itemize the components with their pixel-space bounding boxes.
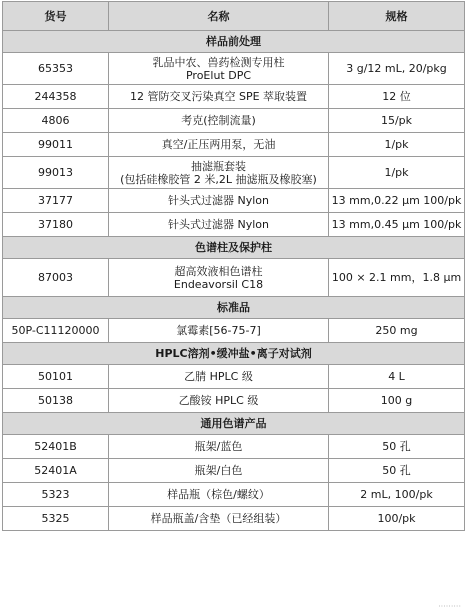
cell-name-line: 乳品中农、兽药检测专用柱 [152,55,285,69]
cell-name [109,213,329,237]
cell-spec: 12 位 [329,85,465,109]
cell-name [109,53,329,85]
cell-name-line: 样品瓶（棕色/螺纹） [167,488,270,501]
cell-name-line: ProElut DPC [185,68,252,82]
cell-code: 52401B [3,435,109,459]
cell-name [109,459,329,483]
cell-code: 99011 [3,133,109,157]
header-code: 货号 [3,2,109,31]
cell-name [109,319,329,343]
cell-code: 65353 [3,53,109,85]
cell-name [109,189,329,213]
cell-code: 37177 [3,189,109,213]
cell-name-line: 抽滤瓶套装 [191,159,246,173]
cell-spec: 13 mm,0.45 μm 100/pk [329,213,465,237]
cell-code: 5323 [3,483,109,507]
cell-spec: 1/pk [329,157,465,189]
cell-name [109,157,329,189]
section-header-row [3,343,465,365]
cell-name-line: 瓶架/蓝色 [194,440,243,453]
cell-name-line: 针头式过滤器 Nylon [168,218,269,231]
cell-code: 244358 [3,85,109,109]
cell-name [109,389,329,413]
section-title: 色谱柱及保护柱 [3,237,465,259]
cell-name-line: (包括硅橡胶管 2 米,2L 抽滤瓶及橡胶塞) [120,172,317,186]
table-row [3,157,465,189]
cell-name-line: 乙腈 HPLC 级 [184,370,253,383]
cell-code: 87003 [3,259,109,297]
cell-spec: 50 孔 [329,435,465,459]
header-spec: 规格 [329,2,465,31]
cell-name [109,483,329,507]
cell-name-line: 针头式过滤器 Nylon [168,194,269,207]
cell-name [109,85,329,109]
cell-code: 5325 [3,507,109,531]
section-title: 标准品 [3,297,465,319]
cell-name [109,109,329,133]
table-row [3,53,465,85]
table-row [3,133,465,157]
table-row [3,259,465,297]
cell-name-line: 真空/正压两用泵，无油 [161,138,276,151]
table-row [3,483,465,507]
cell-spec: 100 g [329,389,465,413]
cell-name-line: 乙酸铵 HPLC 级 [178,394,259,407]
cell-name-line: 瓶架/白色 [194,464,243,477]
cell-code: 50P-C11120000 [3,319,109,343]
table-row [3,85,465,109]
table-row [3,109,465,133]
section-header-row [3,297,465,319]
cell-name-line: 氯霉素[56-75-7] [176,324,261,337]
cell-name [109,435,329,459]
cell-name [109,507,329,531]
table-row [3,319,465,343]
table-header-row [3,2,465,31]
cell-name-line: Endeavorsil C18 [173,277,264,291]
table-row [3,213,465,237]
cell-name [109,365,329,389]
cell-spec: 250 mg [329,319,465,343]
cell-spec: 3 g/12 mL, 20/pkg [329,53,465,85]
cell-code: 52401A [3,459,109,483]
cell-code: 37180 [3,213,109,237]
watermark: ········· [438,602,461,611]
table-row [3,389,465,413]
cell-name [109,133,329,157]
cell-name-line: 样品瓶盖/含垫（已经组装） [150,512,287,525]
table-row [3,365,465,389]
table-row [3,459,465,483]
table-row [3,189,465,213]
cell-code: 50101 [3,365,109,389]
section-title: HPLC溶剂•缓冲盐•离子对试剂 [3,343,465,365]
section-title: 通用色谱产品 [3,413,465,435]
cell-code: 50138 [3,389,109,413]
table-row [3,507,465,531]
product-table [2,1,465,531]
cell-spec: 1/pk [329,133,465,157]
section-title: 样品前处理 [3,31,465,53]
header-name: 名称 [109,2,329,31]
cell-spec: 15/pk [329,109,465,133]
cell-spec: 100/pk [329,507,465,531]
cell-spec: 100 × 2.1 mm，1.8 μm [329,259,465,297]
cell-spec: 2 mL, 100/pk [329,483,465,507]
table-row [3,435,465,459]
cell-code: 99013 [3,157,109,189]
section-header-row [3,237,465,259]
cell-spec: 13 mm,0.22 μm 100/pk [329,189,465,213]
section-header-row [3,413,465,435]
cell-name [109,259,329,297]
cell-name-line: 12 管防交叉污染真空 SPE 萃取装置 [129,90,308,103]
cell-spec: 4 L [329,365,465,389]
cell-name-line: 考克(控制流量) [181,114,256,127]
cell-spec: 50 孔 [329,459,465,483]
cell-code: 4806 [3,109,109,133]
section-header-row [3,31,465,53]
cell-name-line: 超高效液相色谱柱 [174,264,263,278]
table-body [3,31,465,531]
